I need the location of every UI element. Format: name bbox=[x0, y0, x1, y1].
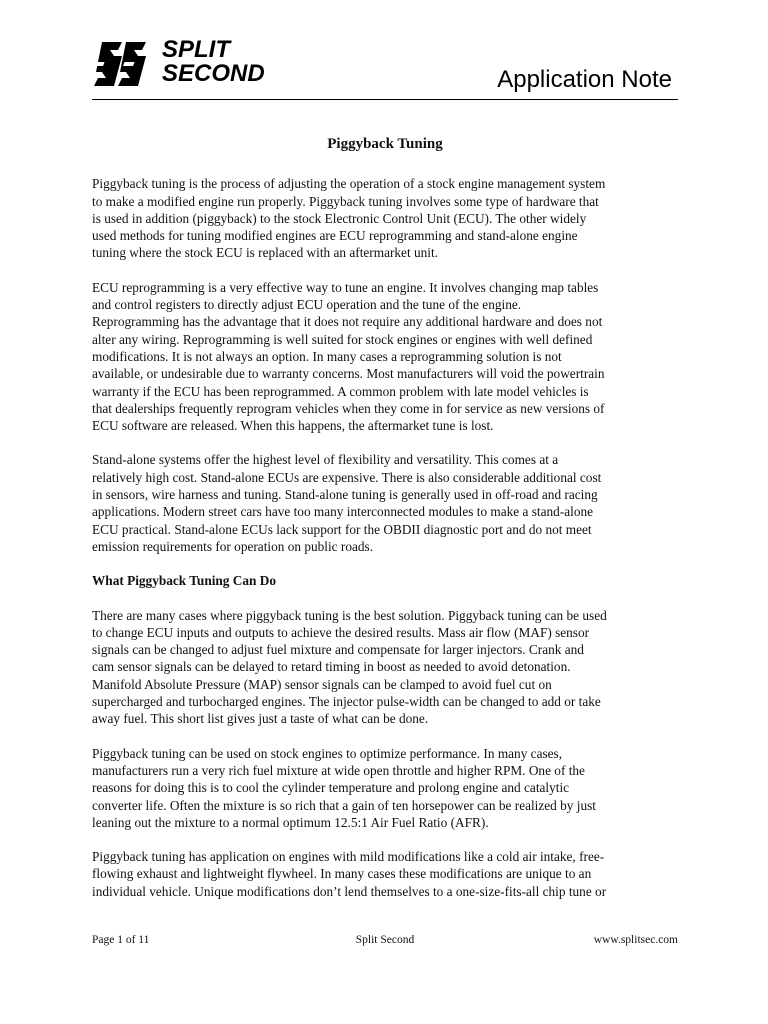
paragraph-line: reasons for doing this is to cool the cylinder temperature and prolong engine and catalytic bbox=[92, 780, 570, 796]
header-divider bbox=[92, 99, 678, 100]
paragraph-line: ECU practical. Stand-alone ECUs lack support for the OBDII diagnostic port and do not meet bbox=[92, 521, 592, 537]
paragraph-line: used methods for tuning modified engines are ECU reprogramming and stand-alone engine bbox=[92, 228, 578, 244]
paragraph-line: relatively high cost. Stand-alone ECUs are expensive. There is also considerable additional cost bbox=[92, 469, 602, 485]
paragraph-line: that dealerships frequently reprogram vehicles when they come in for service as new versions of bbox=[92, 400, 605, 416]
paragraph bbox=[92, 607, 678, 728]
document-body bbox=[92, 136, 678, 917]
paragraph-line: flowing exhaust and lightweight flywheel. In many cases these modifications are unique to an bbox=[92, 866, 592, 882]
paragraph bbox=[92, 279, 678, 435]
paragraph-line: Manifold Absolute Pressure (MAP) sensor signals can be clamped to avoid fuel cut on bbox=[92, 676, 552, 692]
paragraph-line: leaning out the mixture to a normal optimum 12.5:1 Air Fuel Ratio (AFR). bbox=[92, 814, 489, 830]
paragraph-line: warranty if the ECU has been reprogrammed. A common problem with late model vehicles is bbox=[92, 383, 589, 399]
paragraph-line: tuning where the stock ECU is replaced with an aftermarket unit. bbox=[92, 245, 438, 261]
paragraph-line: Reprogramming has the advantage that it does not require any additional hardware and does not bbox=[92, 314, 603, 330]
paragraph-line: manufacturers run a very rich fuel mixture at wide open throttle and higher RPM. One of the bbox=[92, 762, 585, 778]
paragraph-line: to make a modified engine run properly. Piggyback tuning involves some type of hardware that bbox=[92, 193, 599, 209]
paragraph bbox=[92, 848, 678, 900]
footer-company: Split Second bbox=[355, 934, 415, 946]
paragraph-line: modifications. It is not always an option. In many cases a reprogramming solution is not bbox=[92, 348, 562, 364]
paragraph-line: available, or undesirable due to warranty concerns. Most manufacturers will void the powertrain bbox=[92, 366, 605, 382]
paragraph-line: Piggyback tuning is the process of adjusting the operation of a stock engine management system bbox=[92, 176, 606, 192]
paragraph-line: and control registers to directly adjust ECU operation and the tune of the engine. bbox=[92, 297, 522, 313]
paragraph-line: Piggyback tuning can be used on stock engines to optimize performance. In many cases, bbox=[92, 745, 563, 761]
page-number: Page 1 of 11 bbox=[92, 934, 150, 946]
paragraph-line: away fuel. This short list gives just a taste of what can be done. bbox=[92, 711, 429, 727]
logo-line-2: SECOND bbox=[162, 60, 265, 87]
paragraph-line: ECU reprogramming is a very effective way to tune an engine. It involves changing map tables bbox=[92, 279, 599, 295]
document-type-heading: Application Note bbox=[497, 66, 672, 93]
paragraph-line: supercharged and turbocharged engines. The injector pulse-width can be changed to add or take bbox=[92, 694, 601, 710]
paragraph-line: in sensors, wire harness and tuning. Stand-alone tuning is generally used in off-road and racing bbox=[92, 487, 598, 503]
logo-wordmark bbox=[162, 38, 265, 86]
paragraph-line: signals can be changed to adjust fuel mixture and compensate for larger injectors. Crank and bbox=[92, 642, 584, 658]
section-heading: What Piggyback Tuning Can Do bbox=[92, 573, 277, 589]
paragraph bbox=[92, 745, 678, 831]
paragraph-line: emission requirements for operation on public roads. bbox=[92, 538, 374, 554]
paragraph-line: alter any wiring. Reprogramming is well suited for stock engines or engines with well defined bbox=[92, 331, 593, 347]
paragraph-line: ECU software are released. When this happens, the aftermarket tune is lost. bbox=[92, 418, 494, 434]
footer-website: www.splitsec.com bbox=[593, 934, 678, 946]
company-logo bbox=[92, 36, 272, 92]
paragraph-line: There are many cases where piggyback tuning is the best solution. Piggyback tuning can be used bbox=[92, 607, 607, 623]
split-second-logo-icon bbox=[92, 36, 154, 92]
paragraph-line: Stand-alone systems offer the highest level of flexibility and versatility. This comes at a bbox=[92, 452, 559, 468]
paragraph bbox=[92, 175, 678, 261]
paragraph-line: applications. Modern street cars have too many interconnected modules to make a stand-alone bbox=[92, 504, 594, 520]
logo-line-1: SPLIT bbox=[162, 36, 231, 63]
paragraph bbox=[92, 451, 678, 555]
paragraph-line: cam sensor signals can be delayed to retard timing in boost as needed to avoid detonation. bbox=[92, 659, 571, 675]
paragraph-line: Piggyback tuning has application on engines with mild modifications like a cold air intake, free- bbox=[92, 849, 605, 865]
page-title: Piggyback Tuning bbox=[327, 136, 443, 152]
paragraph-line: to change ECU inputs and outputs to achieve the desired results. Mass air flow (MAF) sensor bbox=[92, 624, 590, 640]
paragraph-line: individual vehicle. Unique modifications don’t lend themselves to a one-size-fits-all chip tune or bbox=[92, 883, 607, 899]
paragraph-line: is used in addition (piggyback) to the stock Electronic Control Unit (ECU). The other widely bbox=[92, 210, 587, 226]
paragraph-line: converter life. Often the mixture is so rich that a gain of ten horsepower can be realized by just bbox=[92, 797, 596, 813]
